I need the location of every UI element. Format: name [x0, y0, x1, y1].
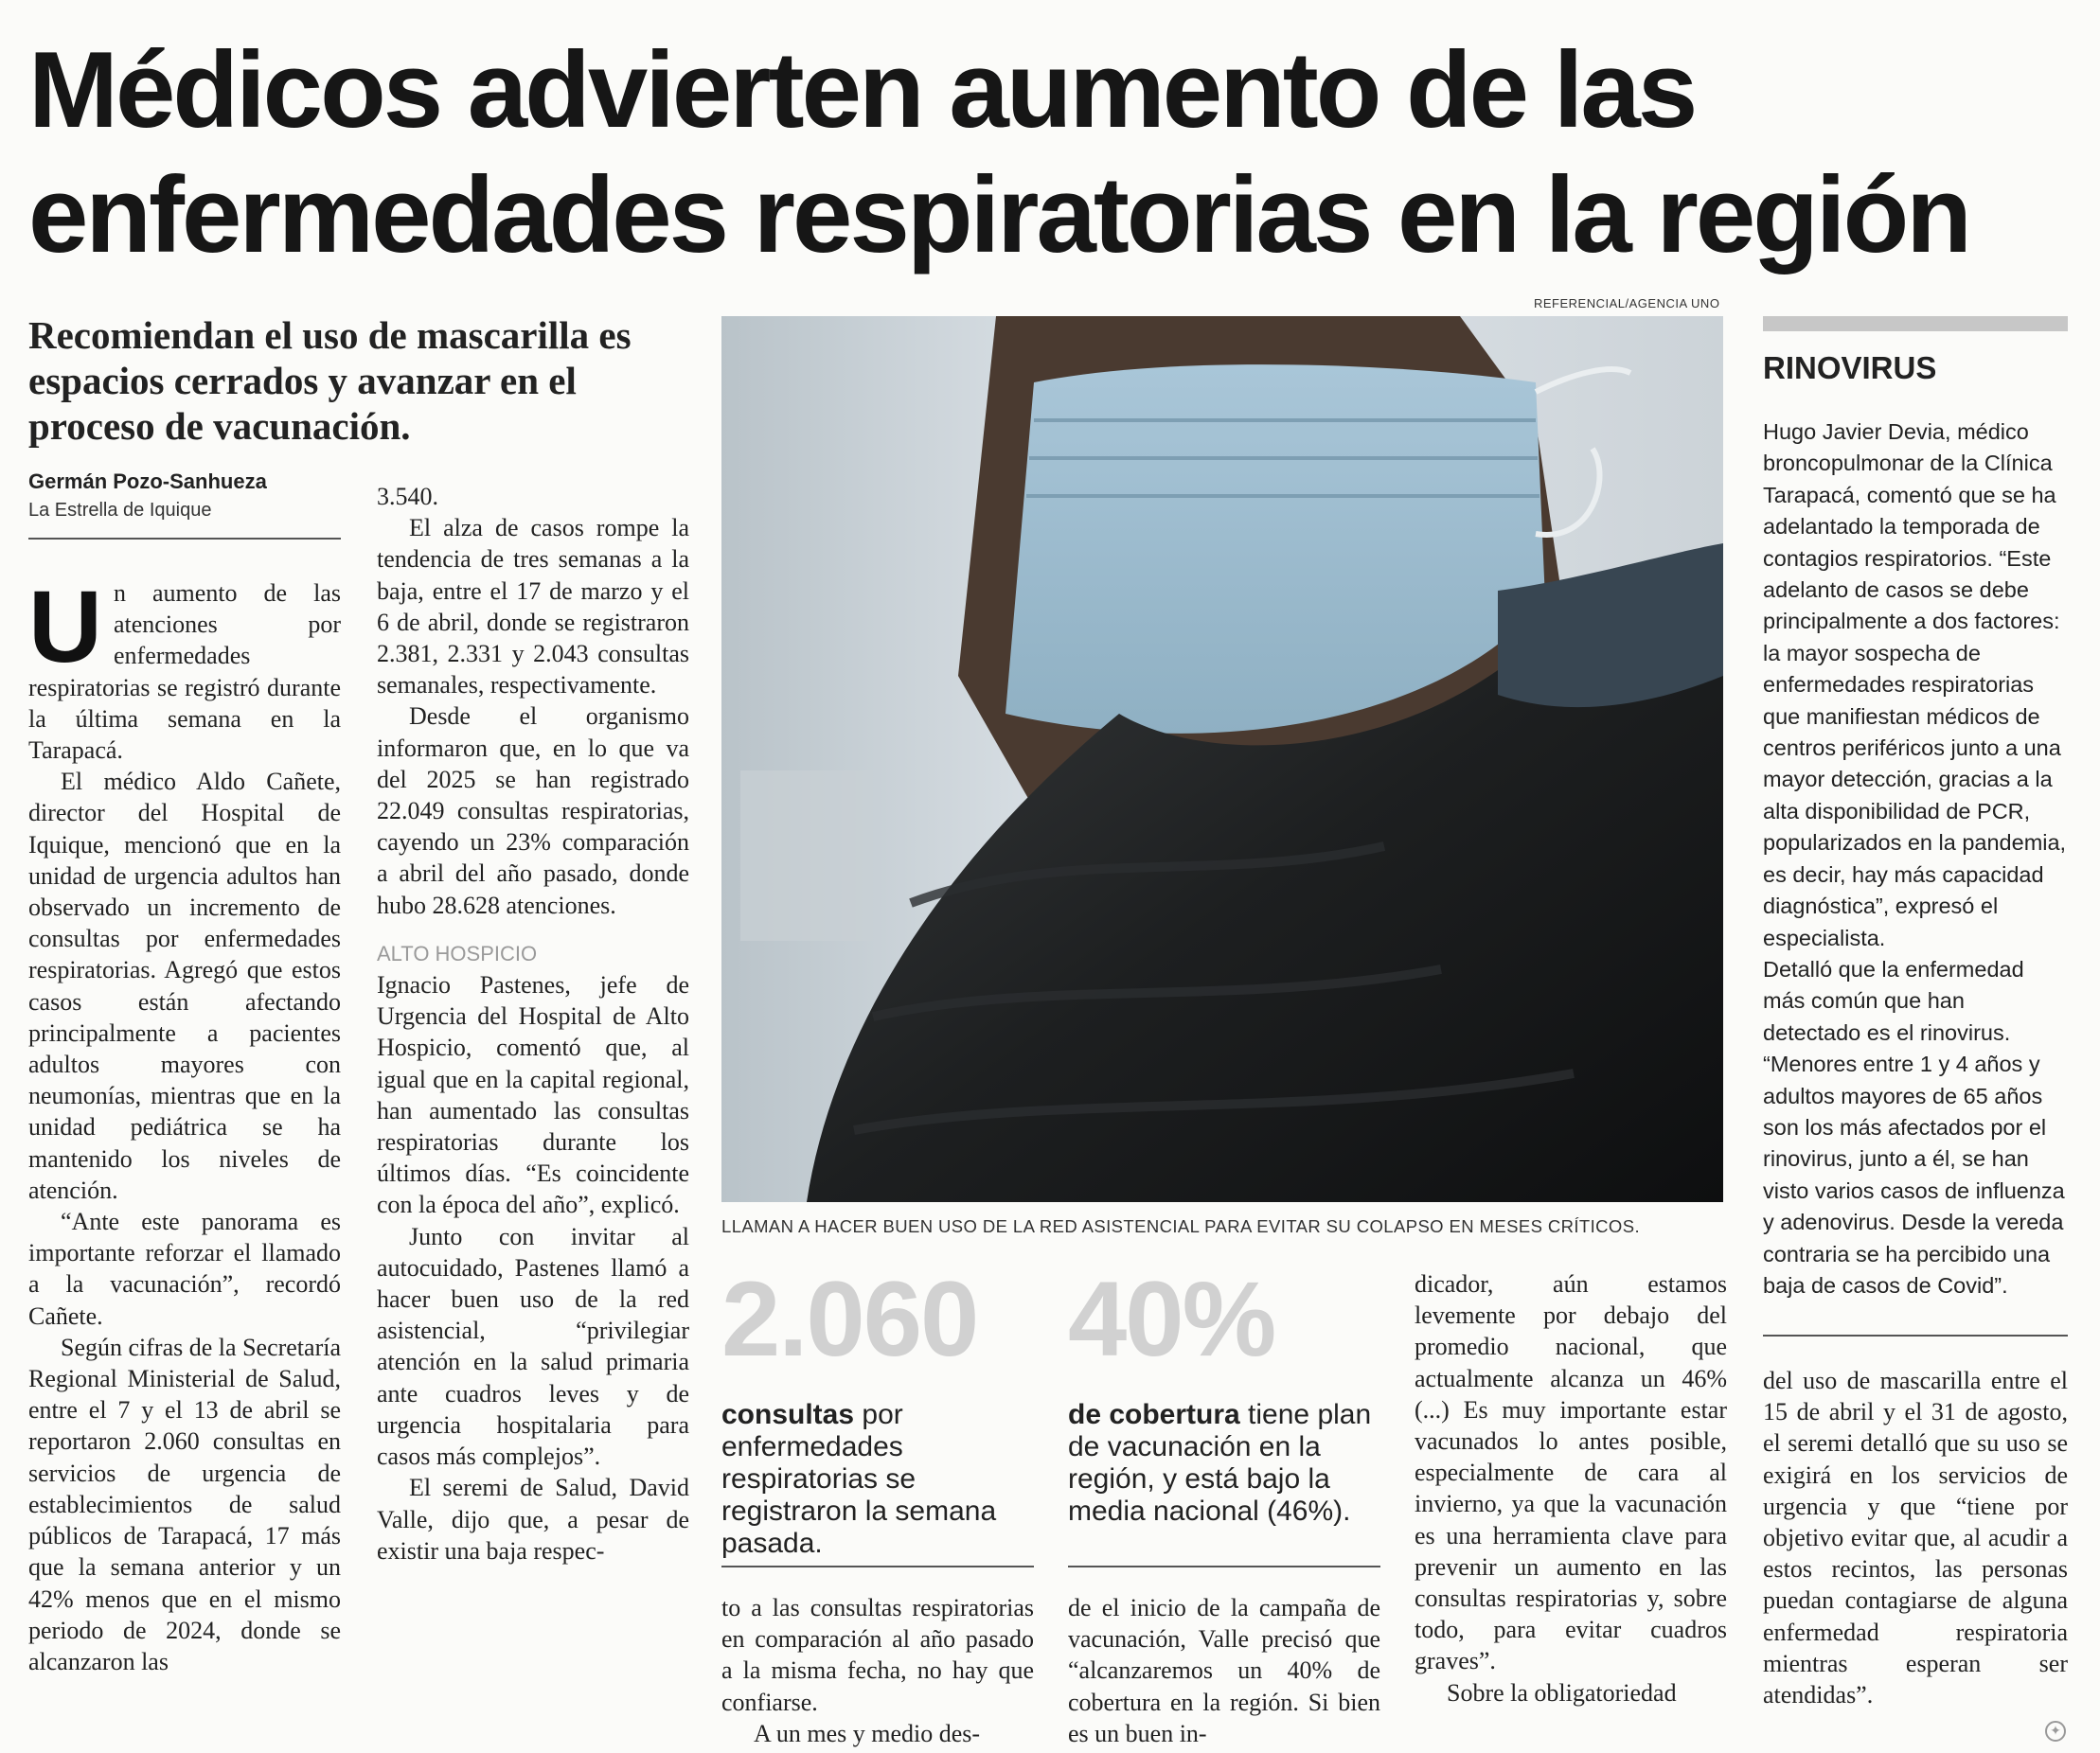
headline: Médicos advierten aumento de las enfermedades respiratorias en la región [28, 30, 1969, 275]
subheadline: Recomiendan el uso de mascarilla es espacios cerrados y avanzar en el proceso de vacunación. [28, 313, 632, 448]
paragraph: del uso de mascarilla entre el 15 de abril y el 31 de agosto, el seremi detalló que su uso se exigirá en los servicios de urgencia y que “tiene por objetivo evitar que, al acudir a estos recintos, las personas puedan contagiarse de alguna enfermedad respiratoria mientras esperan ser atendidas”. [1763, 1367, 2068, 1709]
paragraph: A un mes y medio des- [754, 1719, 981, 1747]
outlet-name: La Estrella de Iquique [28, 500, 212, 521]
paragraph: El seremi de Salud, David Valle, dijo que, a pesar de existir una baja respec- [377, 1474, 689, 1565]
stat-description-cobertura [1068, 1399, 1380, 1528]
sidebar-box [1763, 416, 2068, 1301]
paragraph: 3.540. [377, 483, 438, 510]
article-column-4 [1068, 1592, 1380, 1749]
article-column-3 [721, 1592, 1034, 1749]
article-photo [721, 316, 1723, 1202]
masked-person-illustration [721, 316, 1723, 1202]
paragraph: Junto con invitar al autocuidado, Pastenes llamó a hacer buen uso de la red asistencial, “privilegiar atención en la salud primaria ante cuadros leves y de urgencia hospitalaria para casos más complejos”. [377, 1222, 689, 1471]
paragraph: Sobre la obligatoriedad [1447, 1678, 1677, 1707]
article-column-5 [1415, 1268, 1727, 1709]
article-column-2 [377, 481, 689, 1567]
paragraph: El médico Aldo Cañete, director del Hospital de Iquique, mencionó que en la unidad de urgencia adultos han observado un incremento de consultas por enfermedades respiratorias. Agregó que estos casos están afectando principalmente a pacientes adultos mayores con neumonías, mientras que en la unidad pediátrica se ha mantenido los niveles de atención. [28, 768, 341, 1204]
stat-divider [721, 1566, 1034, 1567]
author-name: Germán Pozo-Sanhueza [28, 469, 267, 493]
paragraph: de el inicio de la campaña de vacunación, Valle precisó que “alcanzaremos un 40% de cobertura en la región. Si bien es un buen in- [1068, 1594, 1380, 1747]
paragraph [28, 569, 341, 766]
sidebar-paragraph: Hugo Javier Devia, médico broncopulmonar de la Clínica Tarapacá, comentó que se ha adelantado la temporada de contagios respiratorios. “Este adelanto de casos se debe principalmente a dos factores: la mayor sospecha de enfermedades respiratorias que manifiestan médicos de centros periféricos junto a una mayor detección, gracias a la alta disponibilidad de PCR, popularizados en la pandemia, es decir, hay más capacidad diagnóstica”, expresó el especialista. [1763, 419, 2067, 950]
stat-text: tiene plan de vacunación en la región, y está bajo la media nacional (46%). [1068, 1399, 1372, 1527]
stat-divider [1068, 1566, 1380, 1567]
photo-caption: LLAMAN A HACER BUEN USO DE LA RED ASISTENCIAL PARA EVITAR SU COLAPSO EN MESES CRÍTICOS. [721, 1216, 1640, 1236]
section-heading: ALTO HOSPICIO [377, 941, 538, 965]
stat-number-cobertura: 40% [1068, 1260, 1275, 1378]
sidebar-top-bar [1763, 316, 2068, 331]
paragraph: Según cifras de la Secretaría Regional Ministerial de Salud, entre el 7 y el 13 de abril se reportaron 2.060 consultas en servicios de urgencia de establecimientos de salud públicos de Tarapacá, 17 más que la semana anterior y un 42% menos que en el mismo periodo de 2024, donde se alcanzaron las [28, 1333, 341, 1675]
end-mark-icon: ✦ [2045, 1721, 2066, 1742]
article-column-6 [1763, 1365, 2068, 1710]
sidebar-paragraph: Detalló que la enfermedad más común que han detectado es el rinovirus. “Menores entre 1 y 4 años y adultos mayores de 65 años son los más afectados por el rinovirus, junto a él, se han visto varios casos de influenza y adenovirus. Desde la vereda contraria se ha percibido una baja de casos de Covid”. [1763, 956, 2065, 1298]
stat-bold-label: consultas [721, 1399, 855, 1430]
paragraph: dicador, aún estamos levemente por debajo del promedio nacional, que actualmente alcanza un 46% (...) Es muy importante estar vacunados lo antes posible, especialmente de cara al invierno, ya que la vacunación es una herramienta clave para prevenir un aumento en las consultas respiratorias y, sobre todo, para evitar cuadros graves”. [1415, 1270, 1727, 1675]
paragraph: to a las consultas respiratorias en comparación al año pasado a la misma fecha, no hay que confiarse. [721, 1594, 1034, 1716]
paragraph: Ignacio Pastenes, jefe de Urgencia del Hospital de Alto Hospicio, comentó que, al igual que en la capital regional, han aumentado las consultas respiratorias durante los últimos días. “Es coincidente con la época del año”, explicó. [377, 971, 689, 1219]
sidebar-title: RINOVIRUS [1763, 350, 1937, 385]
stat-number-consultas: 2.060 [721, 1260, 978, 1378]
drop-cap: U [28, 569, 102, 683]
paragraph: El alza de casos rompe la tendencia de tres semanas a la baja, entre el 17 de marzo y el 6 de abril, donde se registraron 2.381, 2.331 y 2.043 consultas semanales, respectivamente. [377, 514, 689, 699]
paragraph: “Ante este panorama es importante reforzar el llamado a la vacunación”, recordó Cañete. [28, 1208, 341, 1330]
article-column-1 [28, 569, 341, 1677]
stat-description-consultas [721, 1399, 1034, 1560]
stat-text: por enfermedades respiratorias se registraron la semana pasada. [721, 1399, 997, 1559]
paragraph-text: n aumento de las atenciones por enfermedades respiratorias se registró durante la última semana en la Tarapacá. [28, 579, 341, 765]
byline-divider [28, 538, 341, 540]
paragraph: Desde el organismo informaron que, en lo que va del 2025 se han registrado 22.049 consultas respiratorias, cayendo un 23% comparación a abril del año pasado, donde hubo 28.628 atenciones. [377, 702, 689, 919]
sidebar-bottom-rule [1763, 1335, 2068, 1337]
photo-credit: REFERENCIAL/AGENCIA UNO [1534, 296, 1720, 310]
stat-bold-label: de cobertura [1068, 1399, 1240, 1430]
